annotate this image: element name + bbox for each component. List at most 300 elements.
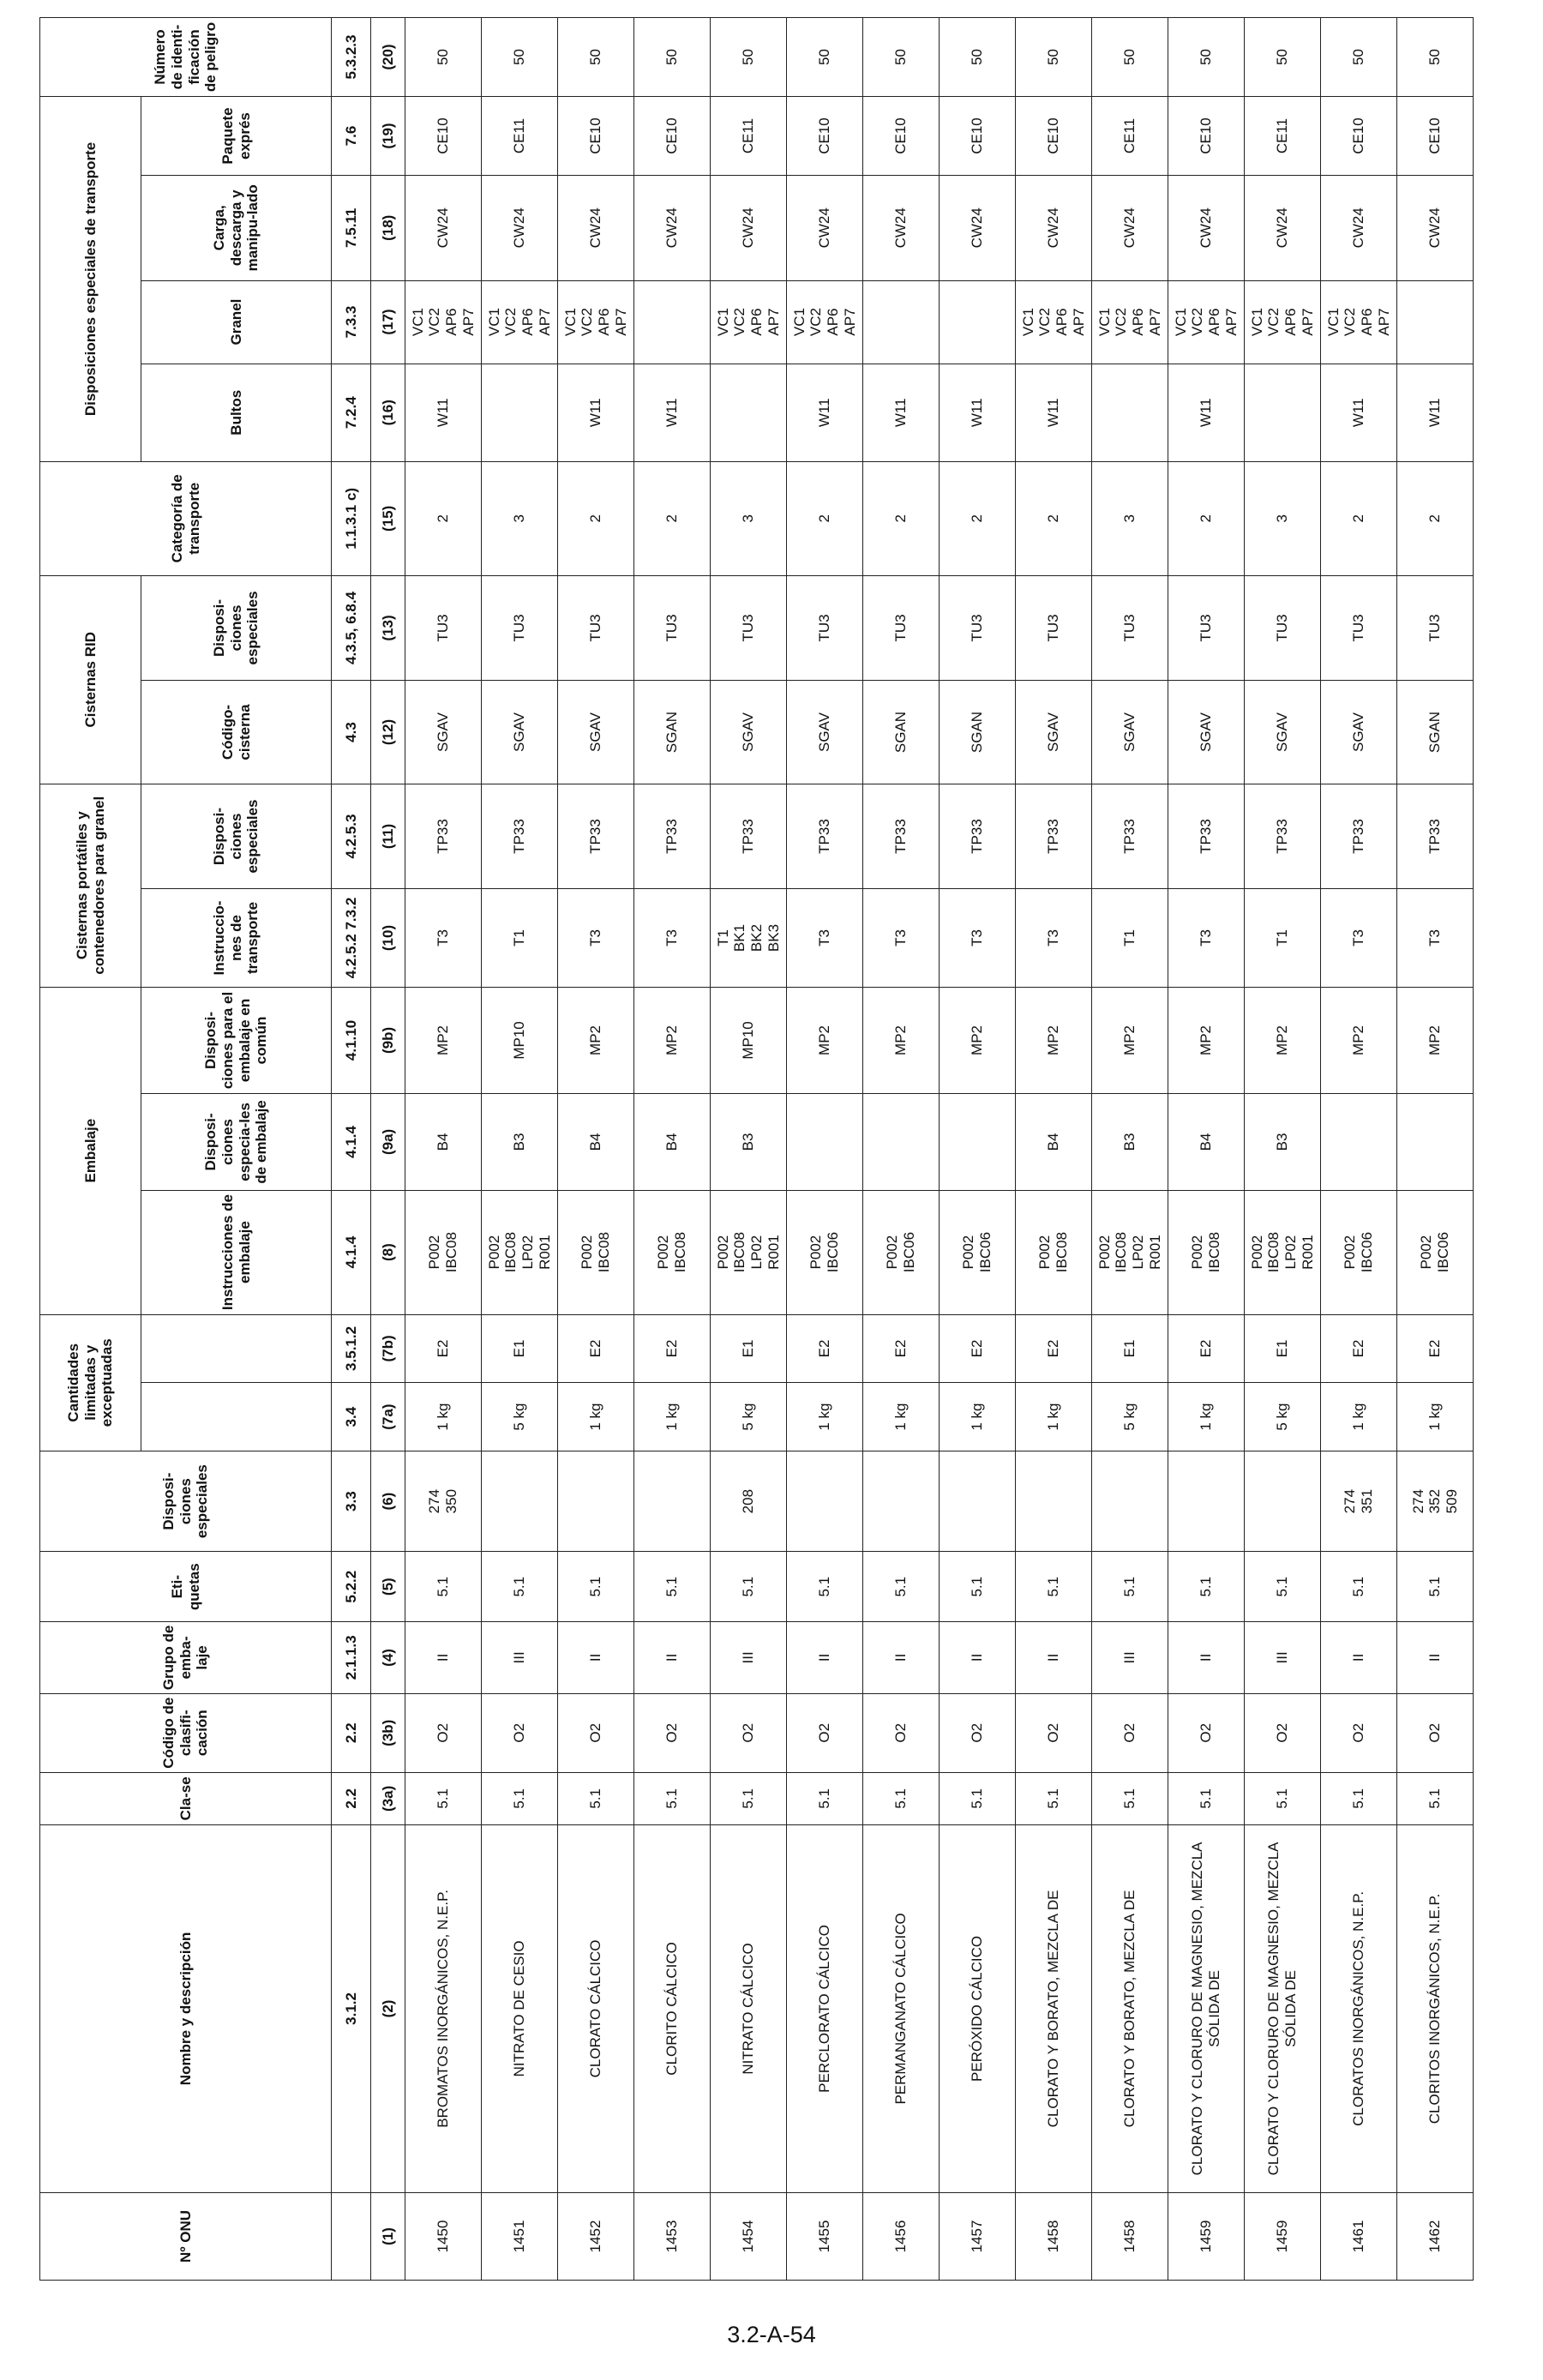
cell-pi: [787, 1190, 863, 1314]
cell-line: AP7: [1146, 308, 1163, 336]
cell-tp: TP33: [1321, 784, 1397, 889]
header-disposiciones-especiales: Disposi-ciones especiales: [40, 1451, 332, 1551]
cell-un: 1458: [1092, 2192, 1168, 2280]
cell-mp: MP2: [940, 987, 1016, 1094]
cell-line: VC1: [1096, 308, 1113, 337]
cell-carga: CW24: [1168, 176, 1245, 281]
cell-ti: [1016, 889, 1092, 987]
cell-line: P002: [1096, 1235, 1113, 1270]
cell-cod: O2: [634, 1693, 711, 1772]
cell-line: LP02: [748, 1235, 765, 1270]
cell-bultos: W11: [634, 364, 711, 461]
cell-pe: CE10: [405, 97, 482, 176]
col-number-cell-9: (8): [371, 1190, 405, 1314]
cell-ppe: B4: [558, 1094, 634, 1190]
cell-eq: E2: [634, 1314, 711, 1383]
col-number-cell-15: (13): [371, 575, 405, 681]
cell-name: CLORATO Y CLORURO DE MAGNESIO, MEZCLA SÓLIDA DE: [1168, 1824, 1245, 2192]
cell-haz: 50: [1168, 18, 1245, 97]
col-number-cell-3: (3b): [371, 1693, 405, 1772]
cell-lq: 1 kg: [787, 1383, 863, 1451]
cell-line: BK3: [765, 923, 782, 953]
cell-line: T1: [1274, 929, 1291, 947]
cell-mp: MP2: [787, 987, 863, 1094]
cell-line: AP7: [1375, 308, 1392, 336]
rotated-table-container: [39, 17, 1460, 2281]
ref-cell-15: 4.3.5, 6.8.4: [332, 575, 371, 681]
cell-eq: E2: [558, 1314, 634, 1383]
cell-carga: CW24: [482, 176, 558, 281]
cell-line: 509: [1443, 1488, 1460, 1514]
cell-line: VC2: [1342, 308, 1359, 337]
cell-line: IBC08: [596, 1231, 612, 1273]
cell-un: 1457: [940, 2192, 1016, 2280]
col-number-cell-11: (9b): [371, 987, 405, 1094]
cell-name: PERMANGANATO CÁLCICO: [863, 1824, 940, 2192]
cell-ppe: B3: [1092, 1094, 1168, 1190]
cell-grupo: III: [1245, 1622, 1321, 1694]
cell-line: T3: [1426, 929, 1444, 947]
cell-clase: 5.1: [1245, 1772, 1321, 1824]
cell-cod: O2: [482, 1693, 558, 1772]
cell-granel: [863, 280, 940, 364]
cell-line: AP7: [1222, 308, 1240, 336]
cell-line: AP6: [1206, 308, 1222, 336]
cell-ti: [634, 889, 711, 987]
cell-tc: SGAV: [787, 681, 863, 784]
cell-carga: CW24: [405, 176, 482, 281]
cell-line: AP7: [765, 308, 782, 336]
cell-line: IBC08: [672, 1231, 688, 1273]
header-etiquetas: Eti-quetas: [40, 1552, 332, 1622]
cell-carga: CW24: [1245, 176, 1321, 281]
cell-line: AP6: [519, 308, 536, 336]
cell-etiq: 5.1: [634, 1552, 711, 1622]
cell-ti: [482, 889, 558, 987]
cell-mp: MP2: [1092, 987, 1168, 1094]
cell-pi: [405, 1190, 482, 1314]
cell-tc: SGAN: [863, 681, 940, 784]
header-embalaje: Embalaje: [40, 987, 141, 1314]
cell-tp: TP33: [1168, 784, 1245, 889]
cell-lq: 1 kg: [863, 1383, 940, 1451]
cell-ppe: B3: [711, 1094, 787, 1190]
cell-lq: 1 kg: [558, 1383, 634, 1451]
header-cantidades: Cantidades limitadas y exceptuadas: [40, 1314, 141, 1451]
cell-line: T3: [816, 929, 833, 947]
cell-line: LP02: [519, 1235, 536, 1270]
col-number-cell-1: (2): [371, 1824, 405, 2192]
cell-haz: 50: [1016, 18, 1092, 97]
cell-tp: TP33: [1016, 784, 1092, 889]
cell-pi: [940, 1190, 1016, 1314]
cell-lq: 5 kg: [1092, 1383, 1168, 1451]
cell-line: AP6: [1130, 308, 1146, 336]
cell-disp: [405, 1451, 482, 1551]
cell-carga: CW24: [634, 176, 711, 281]
cell-line: AP7: [1070, 308, 1087, 336]
cell-tc: SGAV: [405, 681, 482, 784]
cell-tc: SGAV: [1168, 681, 1245, 784]
cell-ti: [863, 889, 940, 987]
cell-pe: CE11: [1245, 97, 1321, 176]
cell-clase: 5.1: [940, 1772, 1016, 1824]
cell-disp: [1016, 1451, 1092, 1551]
cell-name: CLORATO CÁLCICO: [558, 1824, 634, 2192]
cell-ppe: B4: [405, 1094, 482, 1190]
cell-line: AP6: [748, 308, 765, 336]
cell-clase: 5.1: [1092, 1772, 1168, 1824]
cell-tu: TU3: [1168, 575, 1245, 681]
cell-line: R001: [1146, 1235, 1163, 1270]
cell-haz: 50: [1321, 18, 1397, 97]
cell-pe: CE11: [1092, 97, 1168, 176]
ref-cell-13: 4.2.5.3: [332, 784, 371, 889]
cell-granel: [1397, 280, 1474, 364]
cell-ppe: B4: [1016, 1094, 1092, 1190]
col-number-cell-18: (17): [371, 280, 405, 364]
cell-granel: [1245, 280, 1321, 364]
cell-eq: E1: [711, 1314, 787, 1383]
cell-eq: E2: [863, 1314, 940, 1383]
col-number-cell-20: (19): [371, 97, 405, 176]
cell-line: P002: [1418, 1235, 1435, 1270]
cell-bultos: W11: [1168, 364, 1245, 461]
cell-etiq: 5.1: [1321, 1552, 1397, 1622]
cell-cat: 3: [482, 461, 558, 575]
cell-tu: TU3: [1016, 575, 1092, 681]
cell-name: CLORATO Y CLORURO DE MAGNESIO, MEZCLA SÓLIDA DE: [1245, 1824, 1321, 2192]
header-paquete-expres: Paquete exprés: [141, 97, 332, 176]
cell-disp: [558, 1451, 634, 1551]
cell-tc: SGAV: [558, 681, 634, 784]
cell-tu: TU3: [1321, 575, 1397, 681]
cell-line: IBC06: [1359, 1231, 1375, 1273]
col-number-cell-14: (12): [371, 681, 405, 784]
cell-cod: O2: [1397, 1693, 1474, 1772]
cell-line: VC2: [731, 308, 748, 337]
cell-tc: SGAV: [1245, 681, 1321, 784]
cell-disp: [787, 1451, 863, 1551]
cell-line: VC1: [561, 308, 579, 337]
ref-cell-14: 4.3: [332, 681, 371, 784]
cell-clase: 5.1: [1397, 1772, 1474, 1824]
cell-ti: [558, 889, 634, 987]
cell-line: P002: [960, 1235, 977, 1270]
col-number-cell-5: (5): [371, 1552, 405, 1622]
table-row: [1245, 18, 1321, 2281]
cell-etiq: 5.1: [940, 1552, 1016, 1622]
cell-tc: SGAV: [1321, 681, 1397, 784]
cell-bultos: W11: [405, 364, 482, 461]
cell-lq: 5 kg: [1245, 1383, 1321, 1451]
dangerous-goods-table: [39, 17, 1474, 2281]
cell-line: IBC08: [443, 1231, 459, 1273]
cell-granel: [482, 280, 558, 364]
cell-lq: 5 kg: [711, 1383, 787, 1451]
header-clase: Cla-se: [40, 1772, 332, 1824]
cell-line: 274: [1409, 1488, 1426, 1514]
cell-clase: 5.1: [558, 1772, 634, 1824]
cell-etiq: 5.1: [405, 1552, 482, 1622]
col-number-cell-7: (7a): [371, 1383, 405, 1451]
cell-line: T3: [435, 929, 452, 947]
cell-name: CLORATOS INORGÁNICOS, N.E.P.: [1321, 1824, 1397, 2192]
cell-cod: O2: [711, 1693, 787, 1772]
cell-line: AP7: [612, 308, 629, 336]
cell-line: VC2: [502, 308, 519, 337]
cell-line: T3: [663, 929, 681, 947]
table-row: [482, 18, 558, 2281]
cell-lq: 1 kg: [405, 1383, 482, 1451]
cell-mp: MP2: [1245, 987, 1321, 1094]
cell-eq: E1: [1092, 1314, 1168, 1383]
cell-disp: [1092, 1451, 1168, 1551]
cell-pi: [1092, 1190, 1168, 1314]
cell-mp: MP2: [405, 987, 482, 1094]
header-nombre: Nombre y descripción: [40, 1824, 332, 2192]
cell-line: 351: [1359, 1488, 1375, 1514]
cell-line: BK2: [748, 923, 765, 953]
cell-cat: 2: [634, 461, 711, 575]
col-number-cell-10: (9a): [371, 1094, 405, 1190]
cell-haz: 50: [787, 18, 863, 97]
ref-cell-10: 4.1.4: [332, 1094, 371, 1190]
cell-eq: E1: [1245, 1314, 1321, 1383]
cell-ppe: [863, 1094, 940, 1190]
cell-grupo: II: [1321, 1622, 1397, 1694]
cell-mp: MP2: [634, 987, 711, 1094]
ref-cell-3: 2.2: [332, 1693, 371, 1772]
cell-ti: [1092, 889, 1168, 987]
cell-granel: [1092, 280, 1168, 364]
header-instrucciones-embalaje: Instrucciones de embalaje: [141, 1190, 332, 1314]
cell-clase: 5.1: [863, 1772, 940, 1824]
ref-cell-7: 3.4: [332, 1383, 371, 1451]
cell-line: P002: [884, 1235, 901, 1270]
cell-line: IBC06: [901, 1231, 917, 1273]
header-granel: Granel: [141, 280, 332, 364]
header-cantidades-limitadas-blank: [141, 1383, 332, 1451]
cell-haz: 50: [711, 18, 787, 97]
cell-ti: [405, 889, 482, 987]
cell-ppe: [1321, 1094, 1397, 1190]
cell-pi: [1168, 1190, 1245, 1314]
table-row: [405, 18, 482, 2281]
ref-cell-6: 3.3: [332, 1451, 371, 1551]
cell-granel: [787, 280, 863, 364]
cell-haz: 50: [1092, 18, 1168, 97]
cell-un: 1456: [863, 2192, 940, 2280]
cell-pe: CE10: [1016, 97, 1092, 176]
cell-haz: 50: [558, 18, 634, 97]
cell-pi: [634, 1190, 711, 1314]
cell-etiq: 5.1: [787, 1552, 863, 1622]
cell-line: VC1: [714, 308, 731, 337]
cell-grupo: II: [787, 1622, 863, 1694]
col-number-cell-2: (3a): [371, 1772, 405, 1824]
cell-tu: TU3: [558, 575, 634, 681]
cell-line: T3: [969, 929, 986, 947]
cell-disp: [1321, 1451, 1397, 1551]
cell-tc: SGAN: [1397, 681, 1474, 784]
table-row: [863, 18, 940, 2281]
cell-ppe: B3: [482, 1094, 558, 1190]
cell-cod: O2: [1321, 1693, 1397, 1772]
cell-un: 1451: [482, 2192, 558, 2280]
cell-line: T3: [587, 929, 604, 947]
cell-pi: [1397, 1190, 1474, 1314]
cell-clase: 5.1: [1016, 1772, 1092, 1824]
cell-line: 208: [740, 1488, 757, 1514]
cell-grupo: II: [1168, 1622, 1245, 1694]
cell-eq: E2: [1321, 1314, 1397, 1383]
cell-tc: SGAV: [711, 681, 787, 784]
cell-line: AP6: [1054, 308, 1070, 336]
cell-line: R001: [536, 1235, 553, 1270]
cell-line: VC1: [1248, 308, 1265, 337]
cell-cat: 3: [1092, 461, 1168, 575]
cell-cod: O2: [863, 1693, 940, 1772]
table-row: [1092, 18, 1168, 2281]
table-row: [940, 18, 1016, 2281]
cell-un: 1459: [1245, 2192, 1321, 2280]
cell-un: 1455: [787, 2192, 863, 2280]
cell-bultos: [1092, 364, 1168, 461]
table-row: [558, 18, 634, 2281]
cell-tp: TP33: [863, 784, 940, 889]
cell-un: 1461: [1321, 2192, 1397, 2280]
cell-line: VC1: [485, 308, 502, 337]
cell-carga: CW24: [1016, 176, 1092, 281]
ref-cell-2: 2.2: [332, 1772, 371, 1824]
cell-cod: O2: [558, 1693, 634, 1772]
cell-line: IBC06: [1435, 1231, 1451, 1273]
column-number-row: [371, 18, 405, 2281]
cell-line: P002: [655, 1235, 672, 1270]
cell-tu: TU3: [1245, 575, 1321, 681]
cell-eq: E1: [482, 1314, 558, 1383]
cell-etiq: 5.1: [1092, 1552, 1168, 1622]
ref-cell-17: 7.2.4: [332, 364, 371, 461]
cell-tc: SGAV: [1016, 681, 1092, 784]
cell-eq: E2: [1168, 1314, 1245, 1383]
cell-grupo: II: [940, 1622, 1016, 1694]
cell-tp: TP33: [558, 784, 634, 889]
ref-cell-4: 2.1.1.3: [332, 1622, 371, 1694]
cell-cat: 2: [787, 461, 863, 575]
cell-line: T3: [1045, 929, 1062, 947]
header-cisternas-rid: Cisternas RID: [40, 575, 141, 784]
cell-pe: CE10: [558, 97, 634, 176]
cell-pe: CE11: [711, 97, 787, 176]
cell-mp: MP2: [1168, 987, 1245, 1094]
cell-ti: [1397, 889, 1474, 987]
cell-lq: 1 kg: [1397, 1383, 1474, 1451]
header-codigo-clasificacion: Código de clasifi-cación: [40, 1693, 332, 1772]
col-number-cell-6: (6): [371, 1451, 405, 1551]
cell-cat: 2: [1016, 461, 1092, 575]
cell-tc: SGAN: [940, 681, 1016, 784]
cell-granel: [1168, 280, 1245, 364]
header-instrucciones-transporte: Instruccio-nes de transporte: [141, 889, 332, 987]
cell-lq: 1 kg: [1016, 1383, 1092, 1451]
cell-ppe: B4: [1168, 1094, 1245, 1190]
cell-line: T1: [511, 929, 528, 947]
cell-pe: CE11: [482, 97, 558, 176]
cell-pi: [1321, 1190, 1397, 1314]
cell-haz: 50: [634, 18, 711, 97]
cell-granel: [1321, 280, 1397, 364]
col-number-cell-17: (16): [371, 364, 405, 461]
header-disp-esp-embalaje: Disposi-ciones especia-les de embalaje: [141, 1094, 332, 1190]
cell-clase: 5.1: [634, 1772, 711, 1824]
table-row: [1016, 18, 1092, 2281]
cell-line: AP6: [596, 308, 612, 336]
cell-mp: MP10: [711, 987, 787, 1094]
cell-grupo: III: [482, 1622, 558, 1694]
cell-carga: CW24: [1092, 176, 1168, 281]
cell-line: IBC08: [1113, 1231, 1130, 1273]
cell-clase: 5.1: [1168, 1772, 1245, 1824]
cell-name: BROMATOS INORGÁNICOS, N.E.P.: [405, 1824, 482, 2192]
cell-line: R001: [765, 1235, 782, 1270]
cell-tu: TU3: [940, 575, 1016, 681]
ref-cell-1: 3.1.2: [332, 1824, 371, 2192]
cell-ppe: [1397, 1094, 1474, 1190]
ref-cell-9: 4.1.4: [332, 1190, 371, 1314]
cell-un: 1462: [1397, 2192, 1474, 2280]
table-row: [787, 18, 863, 2281]
cell-disp: [1397, 1451, 1474, 1551]
cell-tp: TP33: [634, 784, 711, 889]
cell-eq: E2: [787, 1314, 863, 1383]
cell-cod: O2: [1016, 1693, 1092, 1772]
cell-name: CLORATO Y BORATO, MEZCLA DE: [1016, 1824, 1092, 2192]
cell-haz: 50: [482, 18, 558, 97]
cell-disp: [940, 1451, 1016, 1551]
cell-line: P002: [1342, 1235, 1359, 1270]
cell-grupo: III: [1092, 1622, 1168, 1694]
cell-haz: 50: [405, 18, 482, 97]
cell-line: AP6: [1282, 308, 1299, 336]
cell-ppe: B4: [634, 1094, 711, 1190]
cell-pe: CE10: [1168, 97, 1245, 176]
cell-grupo: II: [634, 1622, 711, 1694]
cell-etiq: 5.1: [863, 1552, 940, 1622]
cell-mp: MP2: [558, 987, 634, 1094]
cell-line: BK1: [731, 923, 748, 953]
table-row: [1168, 18, 1245, 2281]
cell-name: NITRATO DE CESIO: [482, 1824, 558, 2192]
cell-cat: 2: [940, 461, 1016, 575]
cell-pe: CE10: [940, 97, 1016, 176]
col-number-cell-19: (18): [371, 176, 405, 281]
cell-line: T3: [1198, 929, 1215, 947]
col-number-cell-21: (20): [371, 18, 405, 97]
cell-mp: MP2: [1397, 987, 1474, 1094]
ref-cell-11: 4.1.10: [332, 987, 371, 1094]
table-row: [634, 18, 711, 2281]
cell-line: VC1: [1172, 308, 1189, 337]
cell-grupo: II: [1397, 1622, 1474, 1694]
cell-cod: O2: [1245, 1693, 1321, 1772]
table-row: [711, 18, 787, 2281]
col-number-cell-16: (15): [371, 461, 405, 575]
cell-bultos: W11: [1016, 364, 1092, 461]
cell-line: LP02: [1282, 1235, 1299, 1270]
cell-grupo: III: [711, 1622, 787, 1694]
